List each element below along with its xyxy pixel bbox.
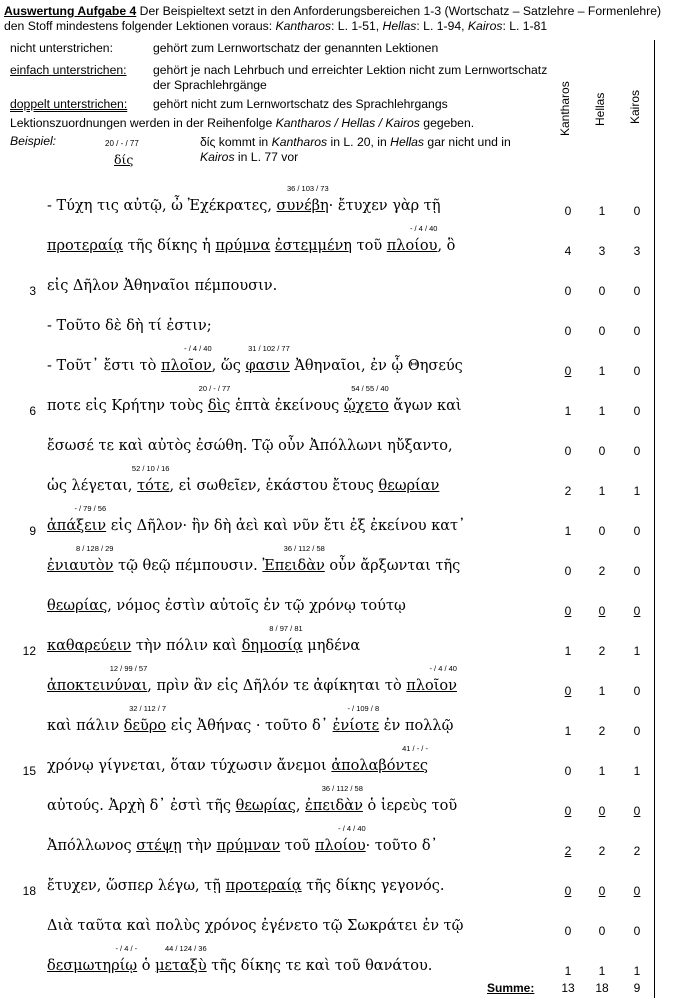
vocab-word: ἀποκτεινύναι 12 / 99 / 57 — [47, 664, 148, 694]
greek-line-text — [47, 878, 445, 894]
vocab-word: καθαρεύειν — [47, 638, 132, 654]
lesson-ref: - / 109 / 8 — [347, 704, 380, 713]
lesson-ref: - / 4 / 40 — [338, 824, 366, 833]
legend-key-double: doppelt unterstrichen: — [10, 97, 128, 111]
col-header-kantharos: Kantharos — [558, 81, 572, 136]
range-kantharos: : L. 1-51, — [331, 19, 383, 33]
task-title: Auswertung Aufgabe 4 — [4, 4, 137, 18]
count-kantharos: 1 — [564, 404, 572, 418]
vocab-word: θεωρίας — [47, 598, 108, 614]
book-hellas: Hellas — [382, 19, 417, 33]
text-line — [0, 464, 688, 504]
count-kairos: 0 — [633, 364, 641, 378]
text-segment: ἔτυχεν, ὥσπερ λέγω, τῇ — [47, 878, 226, 894]
greek-line-text — [47, 598, 406, 614]
count-kairos: 0 — [633, 724, 641, 738]
example-text: δίς kommt in Kantharos in L. 20, in Hellas gar nicht und in Kairos in L. 77 vor — [200, 135, 511, 164]
count-kantharos: 1 — [564, 964, 572, 978]
vocab-word: ἐνίοτε - / 109 / 8 — [332, 704, 380, 734]
count-hellas: 1 — [598, 484, 606, 498]
count-hellas: 0 — [598, 324, 606, 338]
lesson-ref: 36 / 112 / 58 — [283, 544, 325, 553]
count-hellas: 1 — [598, 764, 606, 778]
count-kantharos: 1 — [564, 644, 572, 658]
greek-line-text — [47, 344, 463, 374]
text-line — [0, 664, 688, 704]
text-segment: εἰς Δῆλον· ἣν δὴ ἀεὶ καὶ νῦν ἔτι ἐξ ἐκείνου κατ᾽ — [106, 518, 466, 534]
lesson-ref: 12 / 99 / 57 — [109, 664, 148, 673]
lesson-ref: 54 / 55 / 40 — [351, 384, 389, 393]
text-segment: · τοῦτο δ᾽ — [365, 838, 438, 854]
lesson-ref: 8 / 128 / 29 — [75, 544, 114, 553]
text-segment: χρόνῳ γίγνεται, ὅταν τύχωσιν ἄνεμοι — [47, 758, 332, 774]
text-line — [0, 864, 688, 904]
greek-line-text — [47, 278, 277, 294]
range-kairos: : L. 1-81 — [502, 19, 548, 33]
count-hellas: 1 — [598, 204, 606, 218]
count-kairos: 1 — [633, 764, 641, 778]
count-kairos: 0 — [633, 524, 641, 538]
count-kantharos: 0 — [564, 804, 572, 818]
lesson-ref: - / 4 / - — [115, 944, 138, 953]
text-segment: τῆς δίκης γεγονός. — [301, 878, 445, 894]
legend-key-none: nicht unterstrichen: — [10, 41, 113, 55]
text-segment: Ἀθηναῖοι, ἐν ᾧ Θησεύς — [289, 358, 463, 374]
vocab-word: δεῦρο 32 / 112 / 7 — [123, 704, 167, 734]
count-kairos: 0 — [633, 284, 641, 298]
vocab-word: δὶς 20 / - / 77 — [198, 384, 231, 414]
example-word: δίς — [114, 152, 134, 167]
count-kairos: 0 — [633, 324, 641, 338]
text-segment: ὁ ἱερεὺς τοῦ — [362, 798, 458, 814]
count-hellas: 0 — [598, 884, 606, 898]
line-number: 6 — [29, 404, 36, 418]
text-segment: τοῦ — [280, 838, 315, 854]
count-hellas: 1 — [598, 404, 606, 418]
text-segment: , πρὶν ἂν εἰς Δῆλόν τε ἀφίκηται τὸ — [147, 678, 407, 694]
text-segment: - Τοῦτ᾽ ἔστι τὸ — [47, 358, 161, 374]
range-hellas: : L. 1-94, — [416, 19, 468, 33]
count-kairos: 0 — [633, 884, 641, 898]
text-line — [0, 944, 688, 984]
greek-line-text — [47, 544, 461, 574]
greek-line-text — [47, 944, 433, 974]
greek-line-text — [47, 744, 428, 774]
text-segment: εἰς Δῆλον Ἀθηναῖοι πέμπουσιν. — [47, 278, 278, 294]
line-number: 18 — [22, 884, 36, 898]
lesson-ref: 31 / 102 / 77 — [248, 344, 290, 353]
sum-kantharos: 13 — [561, 981, 575, 995]
greek-line-text — [47, 824, 438, 854]
count-kantharos: 0 — [564, 324, 572, 338]
text-line — [0, 544, 688, 584]
text-segment: , εἰ σωθεῖεν, ἑκάστου ἔτους — [169, 478, 379, 494]
text-segment: , ὥς — [211, 358, 246, 374]
count-hellas: 0 — [598, 924, 606, 938]
text-segment: ποτε εἰς Κρήτην τοὺς — [47, 398, 208, 414]
lesson-ref: 41 / - / - — [402, 744, 428, 753]
vocab-word: θεωρίαν — [378, 478, 440, 494]
vocab-word: προτεραίᾳ — [225, 878, 302, 894]
text-line — [0, 624, 688, 664]
greek-line-text — [47, 784, 458, 814]
greek-line-text — [47, 918, 464, 934]
count-hellas: 1 — [598, 964, 606, 978]
count-kantharos: 0 — [564, 364, 572, 378]
text-segment: ὁ — [137, 958, 156, 974]
count-hellas: 0 — [598, 284, 606, 298]
count-kairos: 1 — [633, 484, 641, 498]
count-kairos: 3 — [633, 244, 641, 258]
text-line — [0, 504, 688, 544]
text-line — [0, 224, 688, 264]
lesson-ref: - / 4 / 40 — [184, 344, 212, 353]
lesson-ref: 36 / 103 / 73 — [286, 184, 329, 193]
vocab-word: πρύμνα — [215, 238, 271, 254]
count-kairos: 0 — [633, 564, 641, 578]
count-hellas: 0 — [598, 524, 606, 538]
lesson-ref: 52 / 10 / 16 — [131, 464, 170, 473]
count-kantharos: 0 — [564, 684, 572, 698]
text-segment: οὖν ἄρξωνται τῆς — [324, 558, 461, 574]
count-kantharos: 1 — [564, 524, 572, 538]
vocab-word: ἐστεμμένη — [274, 238, 352, 254]
count-hellas: 2 — [598, 844, 606, 858]
greek-line-text — [47, 224, 456, 254]
vocab-word: ᾤχετο 54 / 55 / 40 — [343, 384, 389, 414]
vocab-word: πρύμναν — [216, 838, 281, 854]
vocab-word: ἀπάξειν - / 79 / 56 — [47, 504, 107, 534]
greek-line-text — [47, 184, 441, 214]
book-kairos: Kairos — [467, 19, 503, 33]
text-line — [0, 744, 688, 784]
example-ref: 20 / - / 77 — [105, 139, 139, 148]
text-segment: ἔσωσέ τε καὶ αὐτὸς ἐσώθη. Τῷ οὖν Ἀπόλλωνι ηὔξαντο, — [47, 438, 453, 454]
text-segment: ἄγων καὶ — [388, 398, 462, 414]
text-segment: αὐτούς. Ἀρχὴ δ᾽ ἐστὶ τῆς — [47, 798, 236, 814]
task-intro: Der Beispieltext setzt in den Anforderungsbereichen 1-3 (Wortschatz – Satzlehre – Formenlehre) den Stoff mindestens folgender Lektionen voraus: — [4, 4, 662, 33]
text-segment: τὴν πόλιν καὶ — [131, 638, 242, 654]
legend-desc-double: gehört nicht zum Lernwortschatz des Sprachlehrgangs — [153, 97, 448, 111]
count-kairos: 1 — [633, 964, 641, 978]
lesson-ref: 32 / 112 / 7 — [129, 704, 167, 713]
greek-line-text — [47, 624, 361, 654]
vocab-word: θεωρίας — [235, 798, 296, 814]
text-segment: · ἔτυχεν γὰρ τῇ — [328, 198, 441, 214]
text-line — [0, 704, 688, 744]
task-header — [4, 4, 684, 34]
vocab-word: πλοίου - / 4 / 40 — [314, 824, 366, 854]
text-segment: ὡς λέγεται, — [47, 478, 138, 494]
text-segment: τῷ θεῷ πέμπουσιν. — [113, 558, 263, 574]
count-kantharos: 0 — [564, 924, 572, 938]
count-kantharos: 2 — [564, 484, 572, 498]
legend-key-single: einfach unterstrichen: — [10, 63, 127, 77]
count-kantharos: 0 — [564, 604, 572, 618]
count-kairos: 1 — [633, 644, 641, 658]
vocab-word: πλοίου - / 4 / 40 — [386, 224, 438, 254]
col-header-hellas: Hellas — [593, 92, 607, 126]
text-line — [0, 184, 688, 224]
text-segment: εἰς Ἀθήνας · τοῦτο δ᾽ — [166, 718, 333, 734]
vocab-word: συνέβη 36 / 103 / 73 — [276, 184, 329, 214]
greek-line-text — [47, 504, 466, 534]
text-segment: Ἀπόλλωνος — [47, 838, 137, 854]
count-hellas: 1 — [598, 364, 606, 378]
legend-desc-single: gehört je nach Lehrbuch und erreichter Lektion nicht zum Lernwortschatz der Sprachlehrgänge — [153, 63, 548, 92]
lesson-ref: - / 79 / 56 — [74, 504, 107, 513]
vocab-word: δημοσίᾳ 8 / 97 / 81 — [241, 624, 303, 654]
example-label: Beispiel: — [10, 134, 57, 148]
vocab-word: ἀπολαβόντες 41 / - / - — [331, 744, 428, 774]
vocab-word: μεταξὺ 44 / 124 / 36 — [155, 944, 207, 974]
sum-hellas: 18 — [595, 981, 609, 995]
text-segment: τὴν — [181, 838, 217, 854]
count-kairos: 0 — [633, 604, 641, 618]
text-line — [0, 344, 688, 384]
sum-kairos: 9 — [633, 981, 641, 995]
vocab-word: πλοῖον - / 4 / 40 — [160, 344, 212, 374]
count-hellas: 1 — [598, 684, 606, 698]
text-segment: - Τοῦτο δὲ δὴ τί ἐστιν; — [47, 318, 212, 334]
count-hellas: 0 — [598, 444, 606, 458]
count-kairos: 0 — [633, 684, 641, 698]
line-number: 3 — [29, 284, 36, 298]
text-line — [0, 264, 688, 304]
greek-line-text — [47, 464, 440, 494]
count-kantharos: 0 — [564, 204, 572, 218]
count-kantharos: 0 — [564, 884, 572, 898]
text-line — [0, 784, 688, 824]
greek-line-text — [47, 438, 453, 454]
text-segment: , ὃ — [437, 238, 456, 254]
text-segment: , νόμος ἐστὶν αὐτοῖς ἐν τῷ χρόνῳ τούτῳ — [107, 598, 406, 614]
book-kantharos: Kantharos — [275, 19, 332, 33]
line-number: 15 — [22, 764, 36, 778]
count-hellas: 2 — [598, 564, 606, 578]
vocab-word: ἐπειδὰν 36 / 112 / 58 — [305, 784, 363, 814]
vocab-word: πλοῖον - / 4 / 40 — [406, 664, 457, 694]
count-hellas: 2 — [598, 724, 606, 738]
count-kairos: 2 — [633, 844, 641, 858]
vocab-word: φασιν 31 / 102 / 77 — [245, 344, 290, 374]
count-hellas: 0 — [598, 604, 606, 618]
text-line — [0, 584, 688, 624]
legend-desc-none: gehört zum Lernwortschatz der genannten Lektionen — [153, 41, 439, 55]
vocab-word: τότε 52 / 10 / 16 — [131, 464, 170, 494]
greek-line-text — [47, 704, 454, 734]
count-kantharos: 1 — [564, 724, 572, 738]
count-kantharos: 0 — [564, 564, 572, 578]
text-segment: τῆς δίκης τε καὶ τοῦ θανάτου. — [206, 958, 433, 974]
count-kairos: 0 — [633, 924, 641, 938]
text-line — [0, 384, 688, 424]
text-segment: - Τύχη τις αὐτῷ, ὦ Ἐχέκρατες, — [47, 198, 277, 214]
greek-line-text — [47, 318, 212, 334]
count-kairos: 0 — [633, 204, 641, 218]
count-kantharos: 2 — [564, 844, 572, 858]
count-kairos: 0 — [633, 404, 641, 418]
lesson-ref: - / 4 / 40 — [409, 224, 438, 233]
count-kantharos: 4 — [564, 244, 572, 258]
lesson-ref: - / 4 / 40 — [429, 664, 457, 673]
text-segment: καὶ πάλιν — [47, 718, 124, 734]
greek-line-text — [47, 384, 462, 414]
vocab-word: δεσμωτηρίῳ - / 4 / - — [47, 944, 138, 974]
count-kairos: 0 — [633, 804, 641, 818]
text-segment: τῆς δίκης ἡ — [123, 238, 216, 254]
count-kantharos: 0 — [564, 444, 572, 458]
lesson-ref: 36 / 112 / 58 — [321, 784, 363, 793]
lesson-ref: 20 / - / 77 — [198, 384, 231, 393]
text-segment: τοῦ — [351, 238, 387, 254]
text-line — [0, 304, 688, 344]
count-kairos: 0 — [633, 444, 641, 458]
vocab-word: προτεραίᾳ — [47, 238, 124, 254]
text-line — [0, 424, 688, 464]
vocab-word: Ἐπειδὰν 36 / 112 / 58 — [262, 544, 325, 574]
text-segment: μηδένα — [302, 638, 361, 654]
line-number: 9 — [29, 524, 36, 538]
order-note: Lektionszuordnungen werden in der Reihenfolge Kantharos / Hellas / Kairos gegeben. — [10, 116, 475, 130]
lesson-ref: 44 / 124 / 36 — [164, 944, 207, 953]
count-hellas: 2 — [598, 644, 606, 658]
line-number: 12 — [22, 644, 36, 658]
vocab-word: ἐνιαυτὸν 8 / 128 / 29 — [47, 544, 114, 574]
count-hellas: 3 — [598, 244, 606, 258]
text-segment: ἑπτὰ ἐκείνους — [230, 398, 344, 414]
text-segment: Διὰ ταῦτα καὶ πολὺς χρόνος ἐγένετο τῷ Σωκράτει ἐν τῷ — [47, 918, 464, 934]
count-kantharos: 0 — [564, 284, 572, 298]
sum-label: Summe: — [487, 981, 535, 995]
count-kantharos: 0 — [564, 764, 572, 778]
vocab-word: στέψῃ — [136, 838, 182, 854]
greek-line-text — [47, 664, 457, 694]
text-segment: , — [295, 798, 306, 814]
text-line — [0, 904, 688, 944]
count-hellas: 0 — [598, 804, 606, 818]
lesson-ref: 8 / 97 / 81 — [269, 624, 303, 633]
text-line — [0, 824, 688, 864]
col-header-kairos: Kairos — [628, 89, 642, 124]
text-segment: ἐν πολλῷ — [379, 718, 454, 734]
